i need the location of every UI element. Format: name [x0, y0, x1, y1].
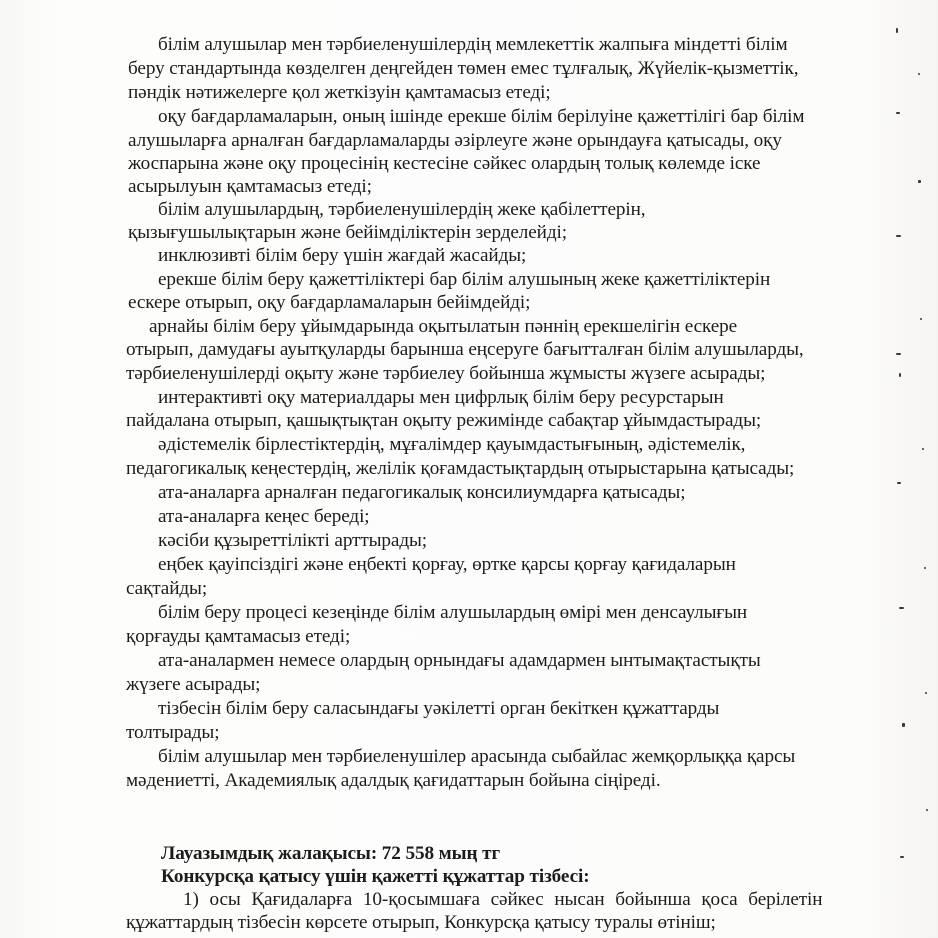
duty-line: алушыларға арналған бағдарламаларды әзірлеуге және орындауға қатысады, оқу — [128, 130, 782, 151]
scan-speck — [924, 567, 926, 569]
duty-line: тізбесін білім беру саласындағы уәкілетті орган бекіткен құжаттарды — [158, 698, 720, 719]
duty-line: педагогикалық кеңестердің, желілік қоғамдастықтардың отырыстарына қатысады; — [126, 458, 795, 479]
duty-line: ата-аналарға арналған педагогикалық консилиумдарға қатысады; — [158, 482, 686, 503]
duty-line: оқу бағдарламаларын, оның ішінде ерекше білім берілуіне қажеттілігі бар білім — [158, 106, 805, 127]
duty-line: білім алушылар мен тәрбиеленушілердің мемлекеттік жалпыға міндетті білім — [158, 34, 788, 55]
duty-line: тәрбиеленушілерді оқыту және тәрбиелеу бойынша жұмысты жүзеге асырады; — [126, 363, 766, 384]
duty-line: пайдалана отырып, қашықтықтан оқыту режимінде сабақтар ұйымдастырады; — [126, 410, 762, 431]
duty-line: ата-аналарға кеңес береді; — [158, 506, 370, 527]
scan-speck — [896, 112, 900, 114]
duty-line: кәсіби құзыреттілікті арттырады; — [158, 530, 428, 551]
scan-speck — [918, 73, 920, 75]
duty-line: пәндік нәтижелерге қол жеткізуін қамтамасыз етеді; — [128, 82, 551, 103]
duty-line: беру стандартында көзделген деңгейден төмен емес тұлғалық, Жүйелік-қызметтік, — [128, 58, 799, 79]
scan-speck — [902, 723, 905, 727]
scan-speck — [900, 856, 904, 858]
scan-speck — [925, 692, 927, 694]
scan-speck — [899, 373, 901, 377]
scan-speck — [899, 607, 904, 609]
duty-line: мәдениетті, Академиялық адалдық қағидаттарын бойына сіңіреді. — [126, 770, 661, 791]
duty-line: әдістемелік бірлестіктердің, мұғалімдер қауымдастығының, әдістемелік, — [158, 434, 746, 455]
duty-line: еңбек қауіпсіздігі және еңбекті қорғау, өртке қарсы қорғау қағидаларын — [158, 554, 736, 575]
scan-speck — [920, 318, 922, 320]
duty-line: білім беру процесі кезеңінде білім алушылардың өмірі мен денсаулығын — [158, 602, 748, 623]
duty-line: асырылуын қамтамасыз етеді; — [128, 176, 372, 197]
duty-line: білім алушылар мен тәрбиеленушілер арасында сыбайлас жемқорлыққа қарсы — [158, 746, 796, 767]
scan-speck — [896, 28, 898, 33]
salary-label: Лауазымдық жалақысы: 72 558 мың тг — [161, 843, 501, 864]
scan-speck — [897, 482, 901, 484]
duty-line: қорғауды қамтамасыз етеді; — [126, 626, 351, 647]
duty-line: ескере отырып, оқу бағдарламаларын бейімдейді; — [128, 292, 531, 313]
duty-line: интерактивті оқу материалдары мен цифрлық білім беру ресурстарын — [158, 387, 724, 408]
scan-speck — [896, 353, 901, 355]
document-requirement-line: құжаттардың тізбесін көрсете отырып, Конкурсқа қатысу туралы өтініш; — [126, 912, 716, 933]
duty-line: арнайы білім беру ұйымдарында оқытылатын пәннің ерекшелігін ескере — [149, 316, 738, 337]
document-requirement-line: 1) осы Қағидаларға 10-қосымшаға сәйкес нысан бойынша қоса берілетін — [183, 889, 823, 910]
duty-line: ерекше білім беру қажеттіліктері бар білім алушының жеке қажеттіліктерін — [158, 269, 771, 290]
scan-speck — [922, 448, 924, 450]
scan-speck — [926, 809, 928, 811]
duty-line: сақтайды; — [126, 578, 208, 599]
duty-line: қызығушылықтарын және бейімділіктерін зерделейді; — [128, 222, 567, 243]
duty-line: инклюзивті білім беру үшін жағдай жасайды; — [158, 245, 527, 266]
scan-speck — [896, 235, 901, 237]
duty-line: ата-аналармен немесе олардың орнындағы адамдармен ынтымақтастықты — [158, 650, 761, 671]
duty-line: отырып, дамудағы ауытқуларды барынша еңсеруге бағытталған білім алушыларды, — [126, 339, 804, 360]
scan-speck — [918, 180, 921, 183]
duty-line: жоспарына және оқу процесінің кестесіне сәйкес олардың толық көлемде іске — [128, 153, 761, 174]
duty-line: білім алушылардың, тәрбиеленушілердің жеке қабілеттерін, — [158, 199, 646, 220]
duty-line: толтырады; — [126, 722, 220, 743]
duty-line: жүзеге асырады; — [126, 674, 261, 695]
documents-heading: Конкурсқа қатысу үшін қажетті құжаттар тізбесі: — [161, 866, 590, 887]
